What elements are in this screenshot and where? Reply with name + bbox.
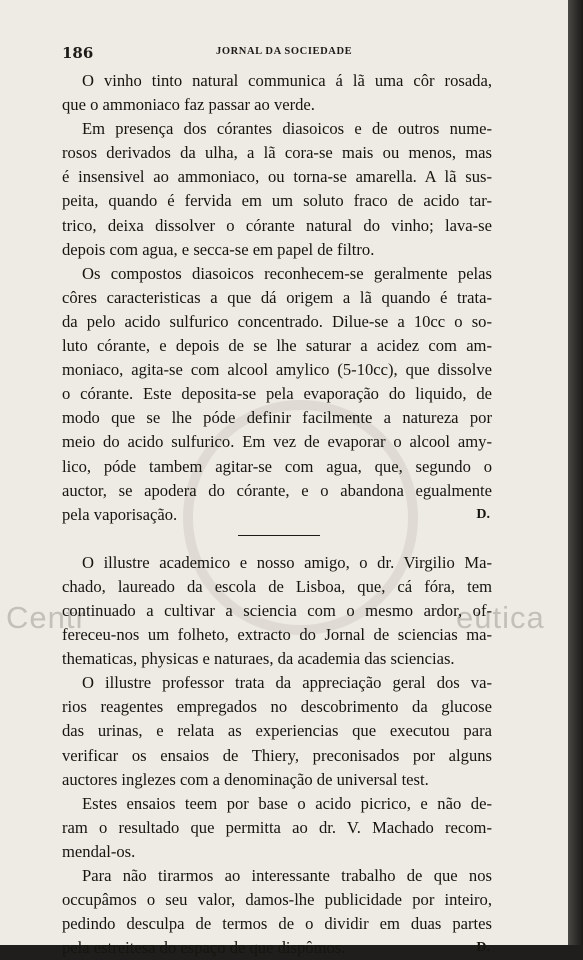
author-signature: D. xyxy=(476,506,490,522)
text-line xyxy=(62,189,492,213)
text-line xyxy=(62,792,492,816)
line-text: pedindo desculpa de termos de o dividir em duas partes xyxy=(62,914,492,934)
line-text: auctores inglezes com a denominação de universal test. xyxy=(62,769,429,789)
line-text: mendal-os. xyxy=(62,841,136,861)
text-line xyxy=(62,455,492,479)
line-text: é insensivel ao ammoniaco, ou torna-se amarella. A lã sus- xyxy=(62,167,492,187)
line-text: verificar os ensaios de Thiery, preconisados por alguns xyxy=(62,745,492,765)
line-text: pela estreitesa do espaço de que dispômos. xyxy=(62,938,346,958)
running-title: JORNAL DA SOCIEDADE xyxy=(216,46,353,57)
text-line xyxy=(62,310,492,334)
line-text: depois com agua, e secca-se em papel de filtro. xyxy=(62,239,375,259)
text-line xyxy=(62,406,492,430)
text-line xyxy=(62,165,492,189)
line-text: pela vaporisação. xyxy=(62,504,178,524)
text-line xyxy=(62,912,492,936)
line-text: moniaco, agita-se com alcool amylico (5-10cc), que dissolve xyxy=(62,360,492,380)
author-signature: D. xyxy=(476,940,490,956)
text-line xyxy=(62,93,492,117)
text-line xyxy=(62,744,492,768)
text-line xyxy=(62,671,492,695)
text-line xyxy=(62,864,492,888)
paragraph xyxy=(62,551,492,671)
paragraph xyxy=(62,792,492,864)
line-text: meio do acido sulfurico. Em vez de evaporar o alcool amy- xyxy=(62,432,492,452)
text-line xyxy=(62,888,492,912)
line-text: O vinho tinto natural communica á lã uma côr rosada, xyxy=(82,71,492,90)
text-line xyxy=(62,503,492,527)
watermark-left: Centr xyxy=(6,600,87,635)
line-text: fereceu-nos um folheto, extracto do Jornal de sciencias ma- xyxy=(62,625,492,645)
text-line xyxy=(62,840,492,864)
line-text: chado, laureado da escola de Lisboa, que, cá fóra, tem xyxy=(62,576,492,596)
page-number: 186 xyxy=(62,44,94,62)
text-line xyxy=(62,238,492,262)
text-line xyxy=(62,430,492,454)
line-text: peita, quando é fervida em um soluto fraco de acido tar- xyxy=(62,191,492,211)
text-line xyxy=(62,599,492,623)
line-text: lico, póde tambem agitar-se com agua, que, segundo o xyxy=(62,456,492,476)
text-line xyxy=(62,214,492,238)
line-text: auctor, se apodera do córante, e o abandona egualmente xyxy=(62,480,492,500)
line-text: O illustre academico e nosso amigo, o dr. Virgilio Ma- xyxy=(82,552,492,572)
text-line xyxy=(62,262,492,286)
line-text: ram o resultado que permitta ao dr. V. Machado recom- xyxy=(62,817,492,837)
text-line xyxy=(62,575,492,599)
line-text: trico, deixa dissolver o córante natural do vinho; lava-se xyxy=(62,215,492,235)
text-line xyxy=(62,117,492,141)
line-text: côres caracteristicas a que dá origem a lã quando é trata- xyxy=(62,287,492,307)
watermark-right: eutica xyxy=(456,600,545,635)
text-line xyxy=(62,141,492,165)
paragraph xyxy=(62,117,492,262)
text-line xyxy=(62,695,492,719)
text-line xyxy=(62,623,492,647)
line-text: O illustre professor trata da appreciação geral dos va- xyxy=(82,673,492,693)
line-text: rosos derivados da ulha, a lã cora-se mais ou menos, mas xyxy=(62,143,492,163)
line-text: occupâmos o seu valor, damos-lhe publicidade por inteiro, xyxy=(62,890,492,910)
line-text: das urinas, e relata as experiencias que executou para xyxy=(62,721,492,741)
line-text: Estes ensaios teem por base o acido picrico, e não de- xyxy=(82,793,492,813)
body-text xyxy=(62,69,492,960)
text-line xyxy=(62,382,492,406)
line-text: thematicas, physicas e naturaes, da academia das sciencias. xyxy=(62,649,455,669)
line-text: o córante. Este deposita-se pela evaporação do liquido, de xyxy=(62,384,492,404)
text-line xyxy=(62,647,492,671)
line-text: da pelo acido sulfurico concentrado. Dilue-se a 10cc o so- xyxy=(62,311,492,331)
paragraph xyxy=(62,69,492,117)
text-line xyxy=(62,69,492,93)
paragraph xyxy=(62,262,492,527)
line-text: rios reagentes empregados no descobrimento da glucose xyxy=(62,697,492,717)
text-line xyxy=(62,479,492,503)
text-line xyxy=(62,334,492,358)
text-line xyxy=(62,719,492,743)
text-line xyxy=(62,358,492,382)
text-line xyxy=(62,551,492,575)
line-text: modo que se lhe póde definir facilmente a natureza por xyxy=(62,408,492,428)
line-text: continuado a cultivar a sciencia com o mesmo ardor, of- xyxy=(62,600,492,620)
text-line xyxy=(62,286,492,310)
page-header xyxy=(62,44,502,64)
paragraph xyxy=(62,864,492,960)
paragraph xyxy=(62,671,492,791)
line-text: que o ammoniaco faz passar ao verde. xyxy=(62,95,315,115)
line-text: Em presença dos córantes diasoicos e de outros nume- xyxy=(82,119,492,139)
page-edge xyxy=(568,0,583,945)
line-text: Para não tirarmos ao interessante trabalho de que nos xyxy=(82,866,492,885)
text-line xyxy=(62,816,492,840)
section-divider xyxy=(238,535,320,536)
line-text: luto córante, e depois de se lhe saturar a acidez com am- xyxy=(62,336,492,356)
text-line xyxy=(62,936,492,960)
text-line xyxy=(62,768,492,792)
line-text: Os compostos diasoicos reconhecem-se geralmente pelas xyxy=(82,263,492,283)
